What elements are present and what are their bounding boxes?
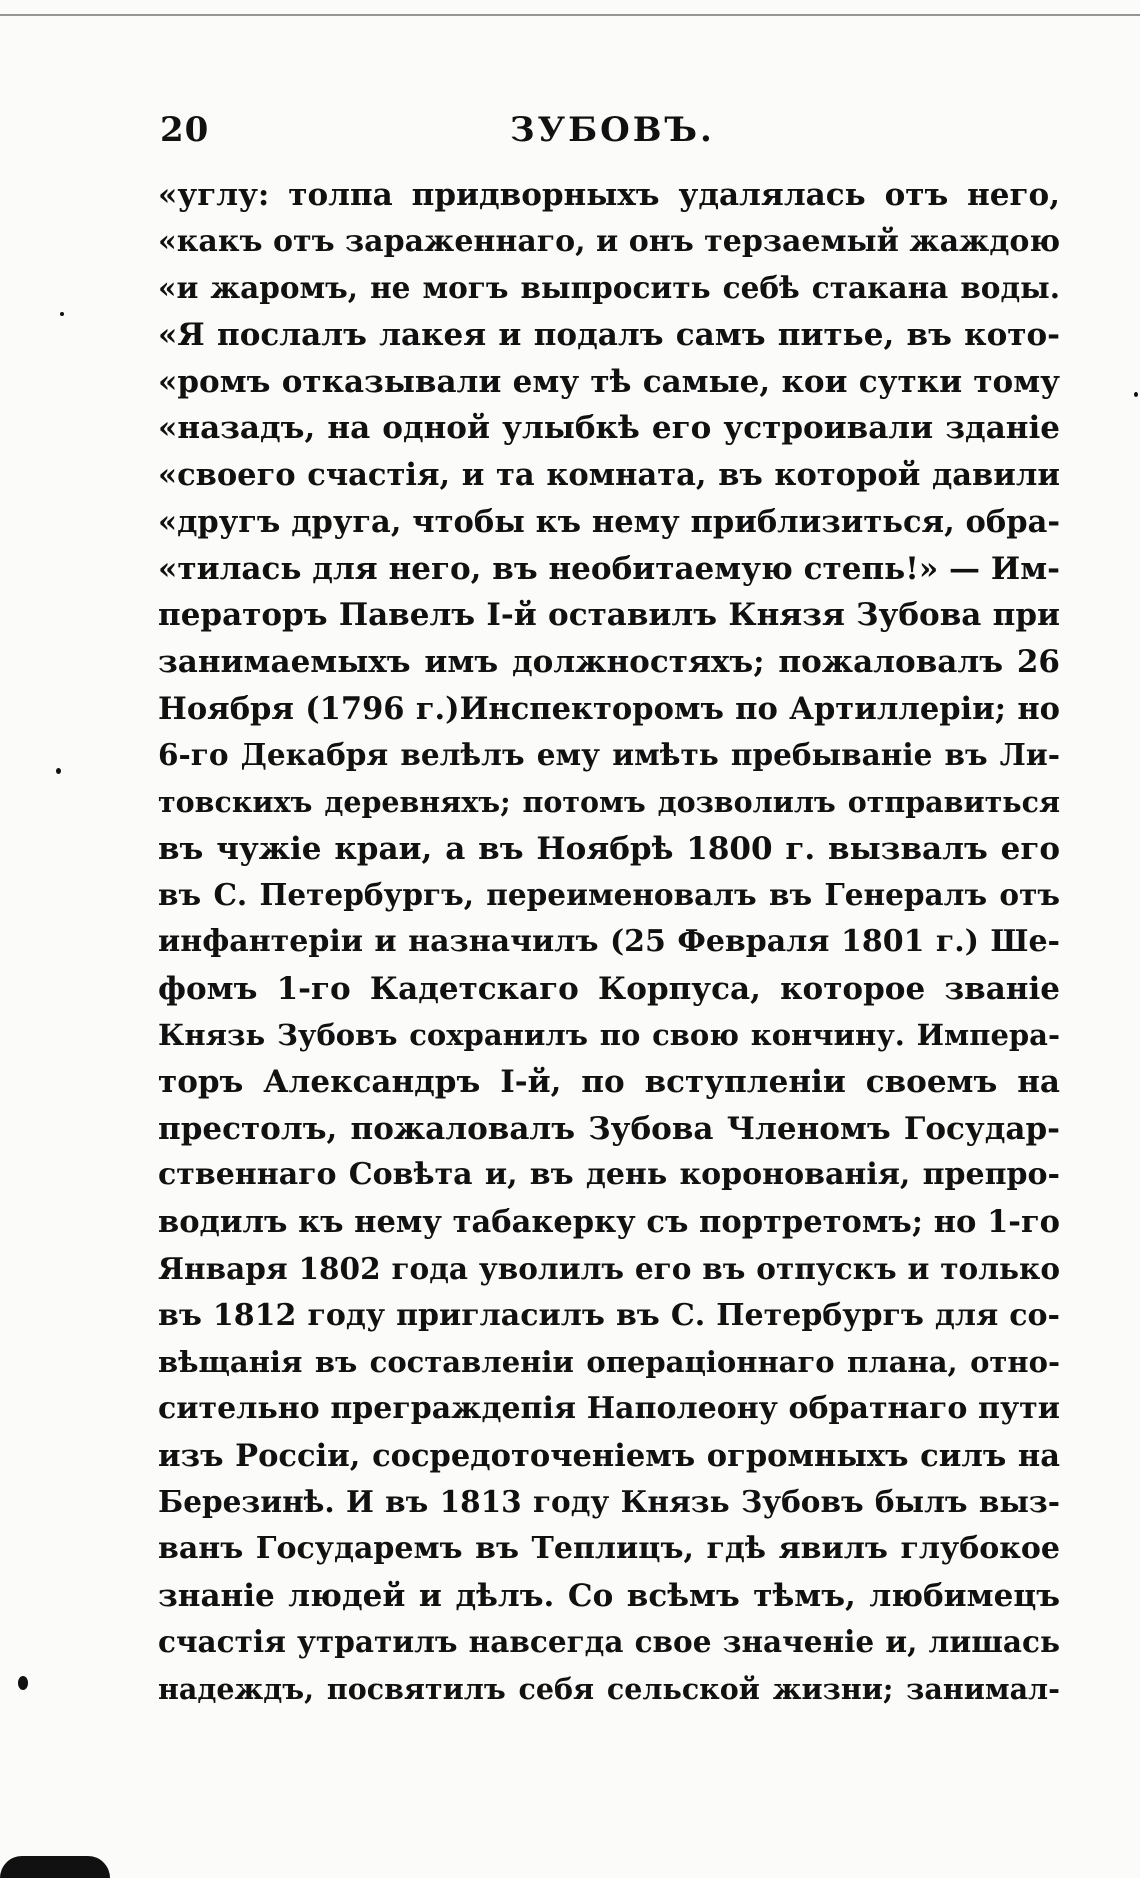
text-line: въ С. Петербургъ, переименовалъ въ Генералъ отъ xyxy=(158,877,1060,913)
text-line: «ромъ отказывали ему тѣ самые, кои сутки тому xyxy=(158,363,1060,400)
text-line: фомъ 1-го Кадетскаго Корпуса, которое званіе xyxy=(158,970,1060,1007)
text-line: инфантеріи и назначилъ (25 Февраля 1801 г.) Ше- xyxy=(158,924,1060,959)
running-head: ЗУБОВЪ. xyxy=(510,110,715,150)
text-line: водилъ къ нему табакерку съ портретомъ; но 1-го xyxy=(158,1204,1060,1241)
ink-speck xyxy=(60,312,64,316)
text-line: знаніе людей и дѣлъ. Со всѣмъ тѣмъ, любимецъ xyxy=(158,1577,1060,1614)
text-line: 6-го Декабря велѣлъ ему имѣть пребываніе въ Ли- xyxy=(158,737,1060,773)
text-line: счастія утратилъ навсегда свое значеніе и, лишась xyxy=(158,1624,1060,1660)
text-line: «тилась для него, въ необитаемую степь!» — Им- xyxy=(158,550,1060,587)
text-line: Березинѣ. И въ 1813 году Князь Зубовъ былъ выз- xyxy=(158,1484,1060,1520)
text-line: Ноября (1796 г.)Инспекторомъ по Артиллеріи; но xyxy=(158,690,1060,727)
text-line: «какъ отъ зараженнаго, и онъ терзаемый жаждою xyxy=(158,223,1060,259)
text-line: вѣщанія въ составленіи операціоннаго плана, отно- xyxy=(158,1345,1060,1380)
text-line: въ 1812 году пригласилъ въ С. Петербургъ для со- xyxy=(158,1297,1060,1333)
text-line: «Я послалъ лакея и подалъ самъ питье, въ кото- xyxy=(158,317,1060,354)
text-line: престолъ, пожаловалъ Зубова Членомъ Государ- xyxy=(158,1110,1060,1147)
text-line: «другъ друга, чтобы къ нему приблизиться, обра- xyxy=(158,503,1060,540)
text-line: сительно преграждепія Наполеону обратнаго пути xyxy=(158,1390,1060,1426)
page-header xyxy=(160,110,1060,150)
text-line: товскихъ деревняхъ; потомъ дозволилъ отправиться xyxy=(158,784,1060,819)
text-line: надеждъ, посвятилъ себя сельской жизни; занимал- xyxy=(158,1672,1060,1706)
text-line: ственнаго Совѣта и, въ день коронованія, препро- xyxy=(158,1157,1060,1193)
text-line: «назадъ, на одной улыбкѣ его устроивали зданіе xyxy=(158,410,1060,447)
text-line: «углу: толпа придворныхъ удалялась отъ него, xyxy=(158,177,1060,213)
page-corner-blot xyxy=(0,1856,110,1878)
text-line: Января 1802 года уволилъ его въ отпускъ и только xyxy=(158,1250,1060,1286)
ink-speck xyxy=(56,768,61,774)
text-line: ператоръ Павелъ I-й оставилъ Князя Зубова при xyxy=(158,597,1060,634)
text-line: въ чужіе краи, а въ Ноябрѣ 1800 г. вызвалъ его xyxy=(158,830,1060,867)
text-line: торъ Александръ I-й, по вступленіи своемъ на xyxy=(158,1064,1060,1101)
text-line: изъ Россіи, сосредоточеніемъ огромныхъ силъ на xyxy=(158,1437,1060,1474)
text-line: ванъ Государемъ въ Теплицъ, гдѣ явилъ глубокое xyxy=(158,1530,1060,1566)
text-line: Князь Зубовъ сохранилъ по свою кончину. Импера- xyxy=(158,1018,1060,1053)
top-edge-rule xyxy=(0,0,1140,16)
ink-speck xyxy=(1134,392,1138,397)
text-line: «и жаромъ, не могъ выпросить себѣ стакана воды. xyxy=(158,270,1060,306)
body-text xyxy=(158,172,1060,1713)
text-line: «своего счастія, и та комната, въ которой давили xyxy=(158,457,1060,494)
page-number: 20 xyxy=(160,110,210,150)
ink-speck xyxy=(18,1676,28,1690)
text-line: занимаемыхъ имъ должностяхъ; пожаловалъ 26 xyxy=(158,643,1060,680)
